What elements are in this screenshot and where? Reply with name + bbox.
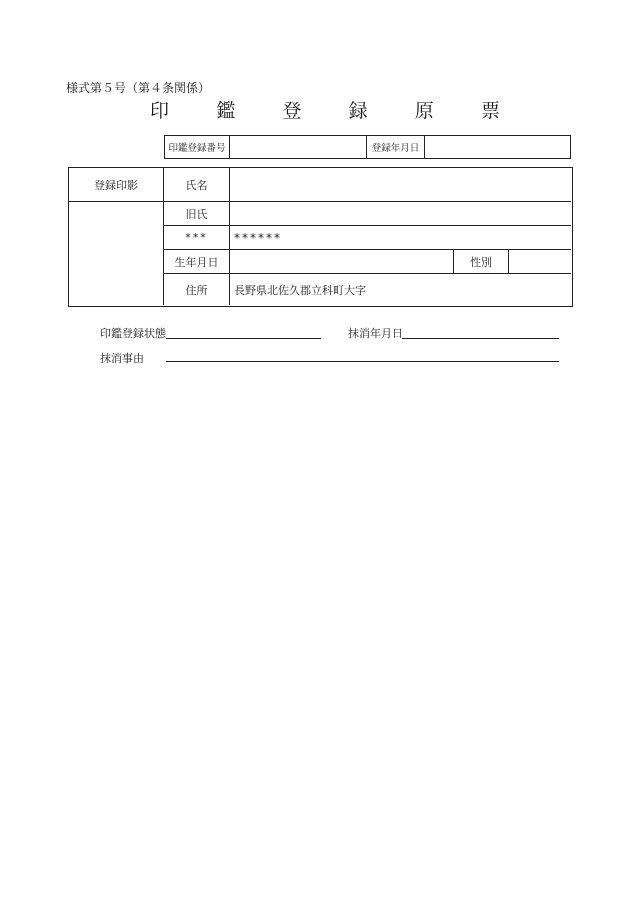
name-field[interactable] [230, 168, 571, 201]
masked-field[interactable]: ****** [234, 230, 282, 245]
registration-date-field[interactable] [425, 136, 570, 158]
document-title [150, 96, 500, 123]
former-name-label: 旧氏 [185, 207, 208, 221]
registration-date-label: 登録年月日 [371, 143, 420, 154]
registration-number-field[interactable] [230, 136, 366, 158]
title-char: 登 [282, 100, 302, 122]
title-char: 鑑 [216, 100, 236, 122]
address-field[interactable]: 長野県北佐久郡立科町大字 [234, 283, 366, 297]
cancel-date-label: 抹消年月日 [348, 327, 403, 340]
title-char: 印 [150, 100, 170, 122]
title-char: 録 [348, 100, 368, 122]
birth-date-label: 生年月日 [174, 255, 219, 269]
registration-status-label: 印鑑登録状態 [100, 327, 166, 340]
title-char: 票 [480, 100, 500, 122]
registration-status-line[interactable] [166, 338, 321, 339]
form-reference: 様式第５号（第４条関係） [66, 81, 211, 95]
seal-registration-table [68, 167, 573, 307]
title-char: 原 [414, 100, 434, 122]
seal-impression-area [69, 202, 163, 305]
address-label: 住所 [185, 283, 208, 297]
gender-field[interactable] [509, 250, 571, 273]
masked-label: *** [185, 231, 208, 244]
registration-info-table [164, 135, 571, 159]
cancel-reason-line[interactable] [166, 361, 559, 362]
former-name-field[interactable] [230, 202, 571, 225]
cancel-reason-label: 抹消事由 [100, 352, 144, 365]
cancel-date-line[interactable] [402, 338, 559, 339]
gender-label: 性別 [470, 255, 492, 269]
name-label: 氏名 [185, 178, 208, 192]
birth-date-field[interactable] [230, 250, 453, 273]
seal-impression-label: 登録印影 [94, 178, 138, 192]
registration-number-label: 印鑑登録番号 [168, 143, 226, 154]
